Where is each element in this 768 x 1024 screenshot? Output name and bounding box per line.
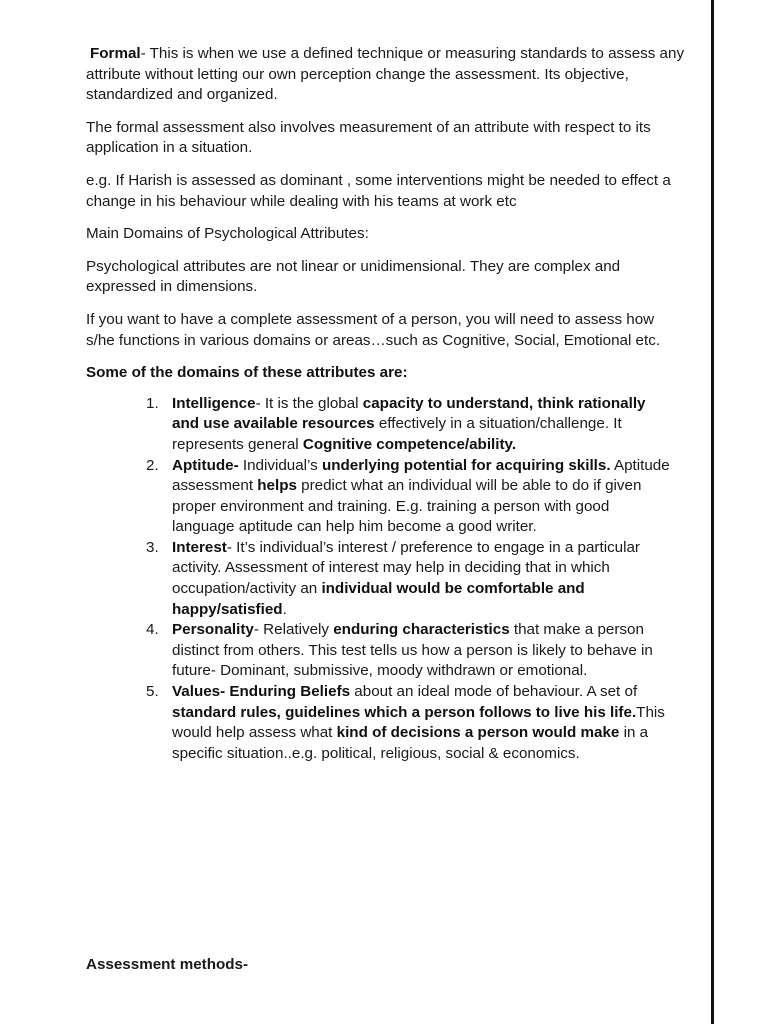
paragraph-attributes-dimensions: Psychological attributes are not linear or unidimensional. They are complex and expressed in dimensions. (86, 257, 621, 296)
section-title-assessment-methods: Assessment methods- (86, 956, 249, 973)
item-bold-text: enduring characteristics (333, 621, 510, 639)
list-item (146, 538, 676, 620)
formal-definition: - This is when we use a defined technique or measuring standards to assess any attribute without letting our own perception change the assessment. Its objective, standardized and organized. (86, 45, 685, 104)
list-item (146, 456, 676, 538)
item-text: about an ideal mode of behaviour. A set of (350, 683, 638, 701)
list-heading-text: Some of the domains of these attributes are: (86, 364, 408, 382)
item-number: 4. (146, 621, 159, 639)
item-text: that make a person distinct from others. This test tells us how a person is likely to behave in future- Dominant, submissive, moody withdrawn or emotional. (172, 621, 653, 680)
item-term: Aptitude- (172, 456, 239, 474)
item-term: Intelligence (172, 394, 256, 412)
item-bold-text: kind of decisions a person would make (336, 724, 620, 742)
item-text: . (282, 600, 287, 618)
item-term: Interest (172, 538, 227, 556)
item-number: 3. (146, 538, 159, 556)
domains-list (146, 394, 676, 765)
item-text: Aptitude assessment (172, 456, 670, 495)
page-right-border (711, 0, 714, 1024)
item-text: Individual’s (238, 456, 322, 474)
item-bold-text: individual would be comfortable and happy/satisfied (172, 580, 585, 618)
item-bold-text: standard rules, guidelines which a person follows to live his life. (172, 703, 637, 721)
document-body (86, 44, 686, 764)
item-text: in a specific situation..e.g. political, religious, social & economics. (172, 724, 649, 762)
item-number: 5. (146, 683, 159, 701)
item-number: 1. (146, 394, 159, 412)
item-text: - Relatively (253, 621, 334, 639)
list-item (146, 682, 676, 764)
section-title-domains: Main Domains of Psychological Attributes: (86, 225, 369, 243)
item-text: - It is the global (255, 394, 363, 412)
paragraph-example: e.g. If Harish is assessed as dominant , some interventions might be needed to effect a change in his behaviour while dealing with his teams at work etc (86, 171, 671, 210)
item-term: Values- Enduring Beliefs (172, 683, 351, 701)
list-heading (86, 363, 686, 384)
term-formal: Formal (90, 45, 141, 62)
list-item (146, 620, 676, 682)
item-term: Personality (172, 621, 254, 639)
paragraph-formal-measurement: The formal assessment also involves measurement of an attribute with respect to its application in a situation. (86, 118, 651, 157)
list-item (146, 394, 676, 456)
item-number: 2. (146, 456, 159, 474)
paragraph-formal (86, 44, 686, 106)
item-text: predict what an individual will be able to do if given proper environment and training. E.g. training a person with good language aptitude can help him become a good writer. (172, 477, 642, 536)
item-text: effectively in a situation/challenge. It represents general (172, 415, 622, 453)
paragraph-complete-assessment: If you want to have a complete assessment of a person, you will need to assess how s/he functions in various domains or areas…such as Cognitive, Social, Emotional etc. (86, 310, 661, 349)
item-text: This would help assess what (172, 703, 665, 742)
item-bold-text: underlying potential for acquiring skills. (321, 456, 611, 474)
item-bold-text: helps (257, 477, 297, 495)
item-bold-text: capacity to understand, think rationally and use available resources (172, 394, 646, 433)
item-bold-text: Cognitive competence/ability. (302, 435, 517, 453)
item-text: - It’s individual’s interest / preference to engage in a particular activity. Assessment of interest may help in deciding that in which occupation/activity an (172, 538, 640, 598)
